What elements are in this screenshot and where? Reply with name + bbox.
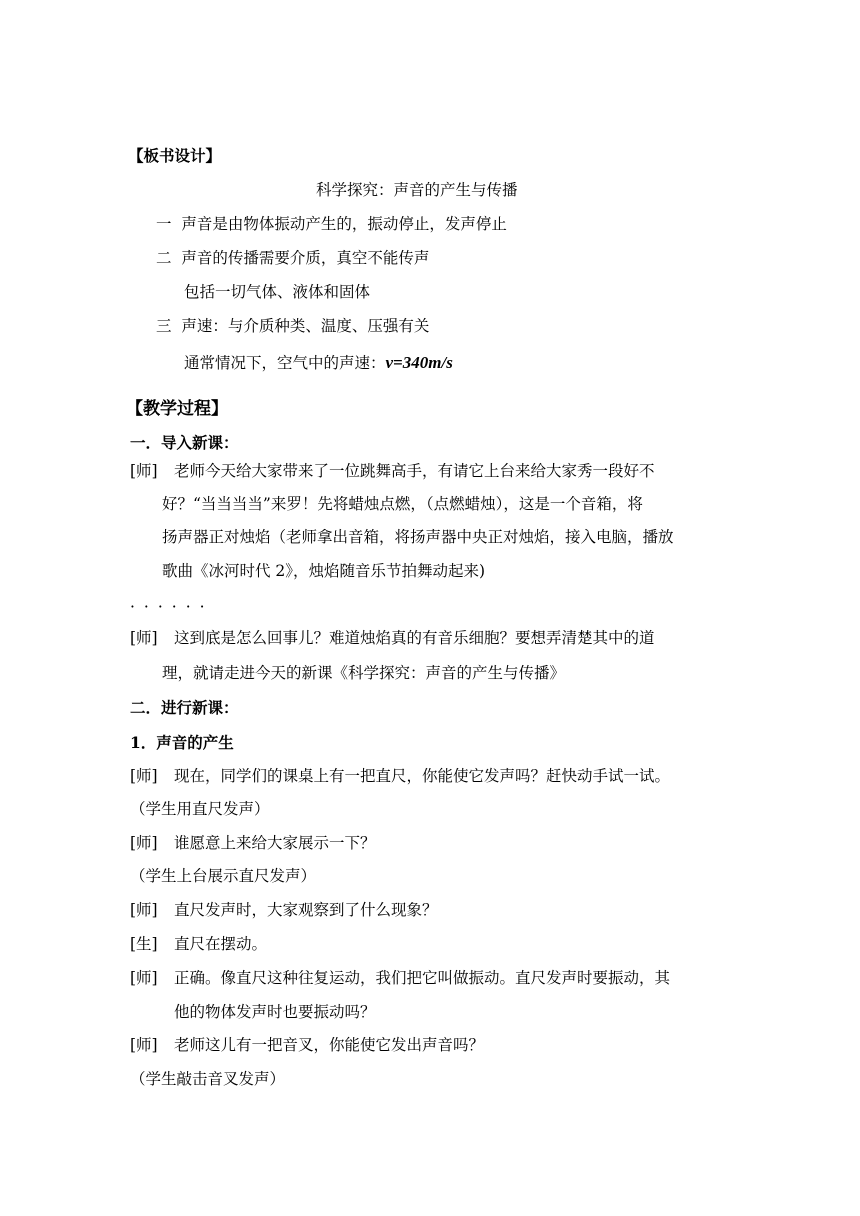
dialog-line [130, 1035, 484, 1055]
process-heading: 【教学过程】 [126, 399, 228, 419]
section-intro: 一．导入新课： [130, 433, 239, 452]
board-heading: 【板书设计】 [128, 146, 222, 165]
speaker-tag: [师] [130, 767, 158, 785]
dialog-line [130, 900, 438, 920]
board-item-3 [156, 316, 429, 336]
board-item-2-sub: 包括一切气体、液体和固体 [184, 283, 371, 301]
para-intro-line-3: 扬声器正对烛焰（老师拿出音箱，将扬声器中央正对烛焰，接入电脑，播放 [162, 528, 674, 546]
dialog-text: 直尺发声时，大家观察到了什么现象？ [174, 901, 438, 919]
ellipsis-dots: ······ [130, 598, 214, 616]
dialog-line: （学生敲击音叉发声） [130, 1070, 286, 1088]
speaker-tag: [师] [130, 901, 158, 919]
speaker-tag: [师] [130, 462, 158, 480]
board-item-num: 二 [156, 249, 172, 267]
board-item-2 [156, 248, 429, 268]
dialog-line: 他的物体发声时也要振动吗？ [174, 1003, 376, 1021]
board-item-1 [156, 214, 507, 234]
dialog-text: 老师这儿有一把音叉，你能使它发出声音吗？ [174, 1036, 485, 1054]
para-intro-line-1 [130, 461, 655, 481]
board-item-text: 声音的传播需要介质，真空不能传声 [181, 249, 430, 267]
board-item-num: 三 [156, 317, 172, 335]
board-speed-line [184, 353, 453, 373]
dialog-line [130, 934, 267, 954]
dialog-text: 现在，同学们的课桌上有一把直尺，你能使它发声吗？赶快动手试一试。 [174, 767, 671, 785]
speaker-tag: [师] [130, 834, 158, 852]
para-text: 老师今天给大家带来了一位跳舞高手，有请它上台来给大家秀一段好不 [174, 462, 655, 480]
section-new-lesson: 二．进行新课： [130, 698, 239, 717]
para-text: 这到底是怎么回事儿？难道烛焰真的有音乐细胞？要想弄清楚其中的道 [174, 629, 655, 647]
dialog-text: 直尺在摆动。 [174, 935, 268, 953]
speaker-tag: [师] [130, 1036, 158, 1054]
dialog-line: （学生上台展示直尺发声） [130, 867, 317, 885]
dialog-line [130, 766, 670, 786]
para-intro-line-2: 好？“当当当当”来罗！先将蜡烛点燃，（点燃蜡烛），这是一个音箱，将 [162, 495, 643, 513]
speed-formula: v=340m/s [385, 353, 453, 372]
board-item-text: 声音是由物体振动产生的，振动停止，发声停止 [181, 215, 507, 233]
dialog-line [130, 968, 670, 988]
para-question-line-2: 理，就请走进今天的新课《科学探究：声音的产生与传播》 [162, 664, 566, 682]
dialog-line [130, 833, 376, 853]
speaker-tag: [师] [130, 629, 158, 647]
para-intro-line-4: 歌曲《冰河时代 2》，烛焰随音乐节拍舞动起来) [162, 562, 486, 580]
speed-text: 通常情况下，空气中的声速： [184, 354, 386, 372]
dialog-line: （学生用直尺发声） [130, 800, 270, 818]
board-item-num: 一 [156, 215, 172, 233]
dialog-text: 正确。像直尺这种往复运动，我们把它叫做振动。直尺发声时要振动，其 [174, 969, 671, 987]
speaker-tag: [师] [130, 969, 158, 987]
para-question-line-1 [130, 628, 655, 648]
dialog-text: 谁愿意上来给大家展示一下？ [174, 834, 376, 852]
speaker-tag: [生] [130, 935, 158, 953]
subsection-sound-production: 1．声音的产生 [130, 733, 234, 752]
board-item-text: 声速：与介质种类、温度、压强有关 [181, 317, 430, 335]
board-title: 科学探究：声音的产生与传播 [316, 181, 518, 199]
